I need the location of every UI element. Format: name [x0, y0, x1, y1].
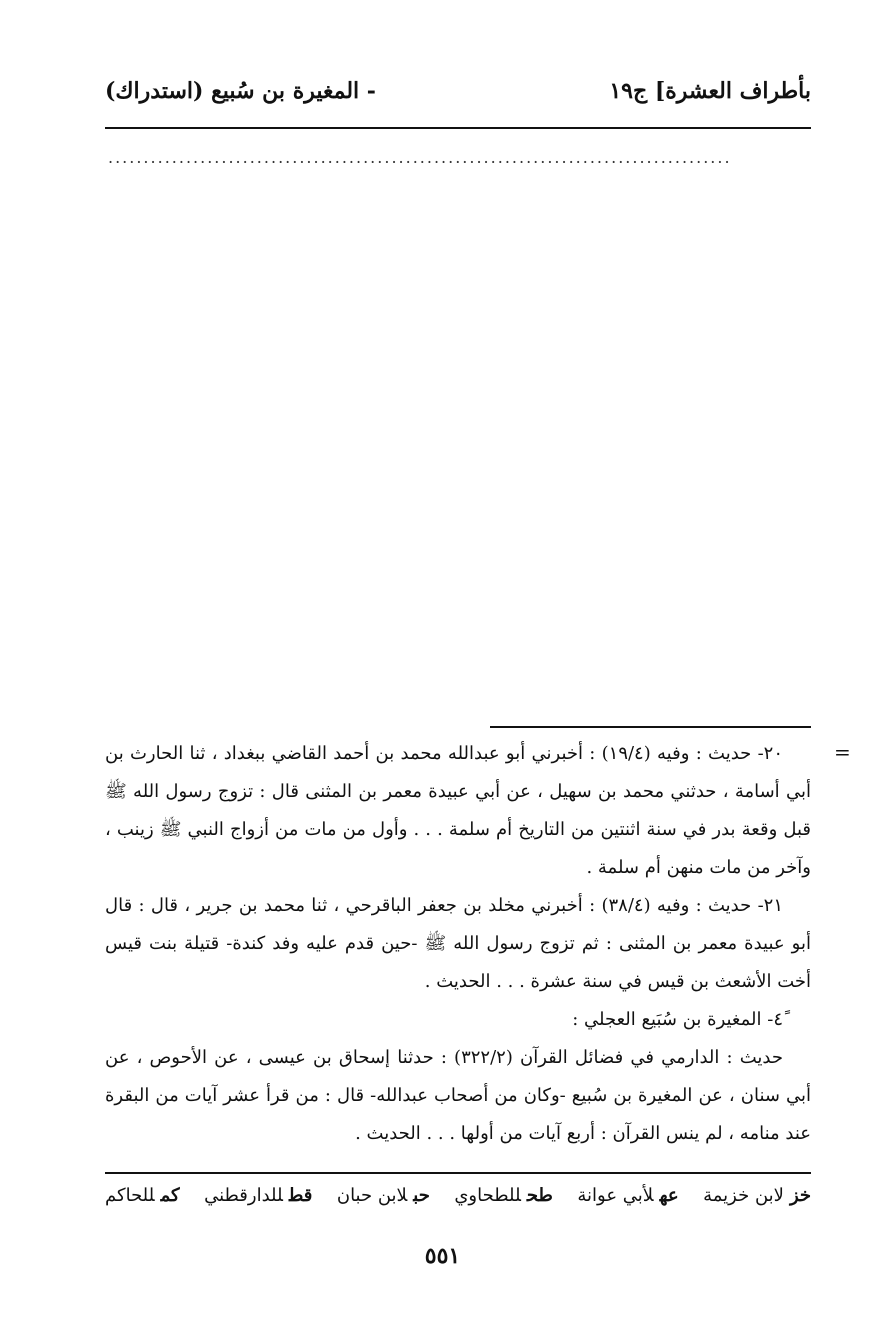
footnote-21: ٢١- حديث : وفيه (٣٨/٤) : أخبرني مخلد بن جعفر الباقرحي ، ثنا محمد بن جرير ، قال : قال أبو عبيدة معمر بن المثنى : ثم تزوج رسول الله ﷺ -حين قدم عليه وفد كندة- قتيلة بنت قيس أخت الأشعث بن قيس في سنة عشرة . . . الحديث .	[105, 895, 811, 992]
abbreviations-legend	[105, 1185, 811, 1206]
footnote-rule	[490, 726, 811, 728]
abbreviation-item: عهلأبي عوانة	[577, 1185, 679, 1206]
narrator-heading: ٤ً- المغيرة بن سُبَيع العجلي :	[572, 1009, 783, 1030]
abbreviation-item: قطللدارقطني	[204, 1185, 313, 1206]
continuation-marker: =	[834, 740, 851, 764]
footnotes-block	[105, 735, 811, 1153]
abbreviations-rule	[105, 1172, 811, 1174]
abbreviation-item: كمللحاكم	[105, 1185, 180, 1206]
omission-dots: ........................................................................................	[108, 148, 732, 167]
footnote-20: ٢٠- حديث : وفيه (١٩/٤) : أخبرني أبو عبدالله محمد بن أحمد القاضي ببغداد ، ثنا الحارث بن أبي أسامة ، حدثني محمد بن سهيل ، عن أبي عبيدة معمر بن المثنى قال : تزوج رسول الله ﷺ قبل وقعة بدر في سنة اثنتين من التاريخ أم سلمة . . . وأول من مات من أزواج النبي ﷺ زينب ، وآخر من مات منهن أم سلمة .	[105, 743, 811, 878]
book-title: بأطراف العشرة] ج١٩	[609, 78, 811, 104]
abbreviation-item: حبلابن حبان	[336, 1185, 430, 1206]
page-number: ٥٥١	[424, 1243, 461, 1269]
section-title: - المغيرة بن سُبيع (استدراك)	[105, 78, 376, 104]
running-header	[105, 78, 811, 118]
header-rule	[105, 127, 811, 129]
abbreviation-item: خزلابن خزيمة	[703, 1185, 811, 1206]
abbreviation-item: طحللطحاوي	[454, 1185, 553, 1206]
footnote-darimi: حديث : الدارمي في فضائل القرآن (٣٢٢/٢) : حدثنا إسحاق بن عيسى ، عن الأحوص ، عن أبي سنان ، عن المغيرة بن سُبيع -وكان من أصحاب عبدالله- قال : من قرأ عشر آيات من البقرة عند منامه ، لم ينس القرآن : أربع آيات من أولها . . . الحديث .	[105, 1047, 811, 1144]
